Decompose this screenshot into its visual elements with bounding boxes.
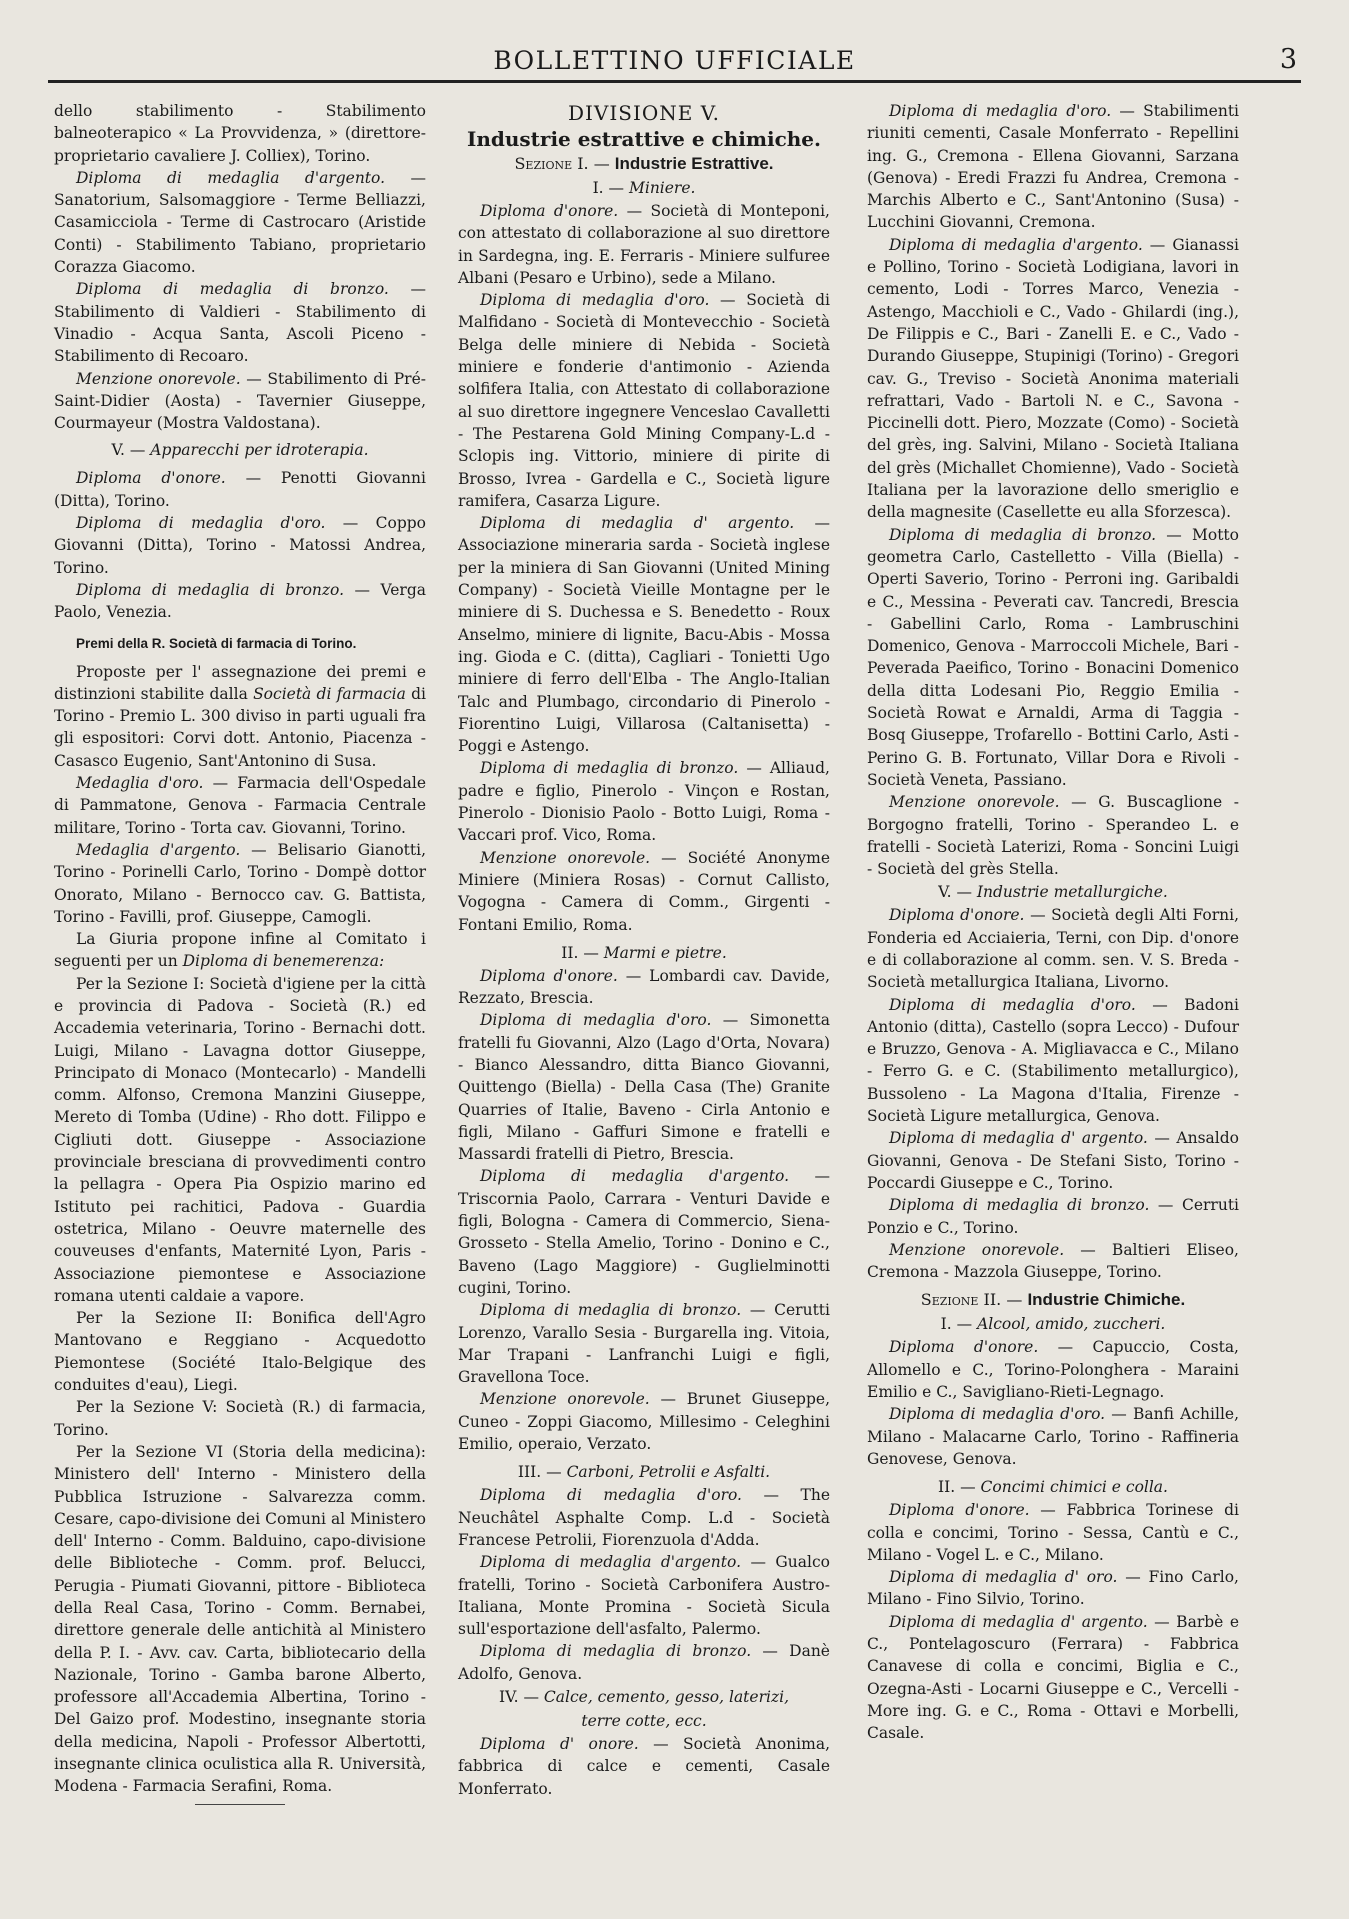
paragraph bbox=[458, 1165, 830, 1299]
award-text: — Triscornia Paolo, Carrara - Venturi Davide e figli, Bologna - Camera di Commercio, Siena-Grosseto - Stella Amelio, Torino - Donino e C., Baveno (Lago Maggiore) - Guglielminotti cugini, Torino. bbox=[458, 1167, 830, 1297]
award-text: — Stabilimenti riuniti cementi, Casale Monferrato - Repellini ing. G., Cremona - Ellena Giovanni, Sarzana (Genova) - Eredi Frazzi fu Andrea, Cremona - Marchis Alberto e C., Sant'Antonino (Susa) - Lucchini Giovanni, Cremona. bbox=[867, 102, 1240, 232]
paragraph bbox=[867, 1336, 1239, 1403]
paragraph: Per la Sezione II: Bonifica dell'Agro Mantovano e Reggiano - Acquedotto Piemontese (Société Italo-Belgique des conduites d'eau), Liegi. bbox=[54, 1309, 426, 1395]
paragraph-text: Proposte per l' assegnazione dei premi e distinzioni stabilite dalla bbox=[54, 662, 426, 703]
paragraph: Per la Sezione V: Società (R.) di farmacia, Torino. bbox=[54, 1398, 426, 1439]
award-text: — Associazione mineraria sarda - Società inglese per la miniera di San Giovanni (United Mining Company) - Società Vieille Montagne per le miniere di S. Duchessa e S. Benedetto - Roux Anselmo, miniere di lignite, Bacu-Abis - Mossa ing. Gioda e C. (ditta), Cagliari - Tonietti Ugo miniere di ferro dell'Elba - The Anglo-Italian Talc and Plumbago, circondario di Pinerolo - Fiorentino Luigi, Villarosa (Caltanisetta) - Poggi e Astengo. bbox=[458, 514, 830, 756]
award-label: Menzione onorevole. bbox=[480, 1390, 650, 1409]
paragraph bbox=[54, 928, 426, 973]
award-text: — Verga Paolo, Venezia. bbox=[54, 580, 426, 622]
subsection-heading-continued bbox=[458, 1709, 830, 1733]
paragraph bbox=[458, 847, 830, 936]
award-label: Medaglia d'oro. bbox=[76, 774, 204, 793]
subsection-title: Alcool, amido, zuccheri. bbox=[977, 1315, 1166, 1334]
subsection-number: I. — bbox=[592, 179, 625, 197]
paragraph bbox=[458, 1551, 830, 1640]
subsection-title: Concimi chimici e colla. bbox=[980, 1478, 1168, 1497]
award-label: Diploma di medaglia di bronzo. bbox=[76, 580, 345, 599]
award-label: Diploma d'onore. bbox=[480, 966, 618, 985]
award-text: — Stabilimento di Pré-Saint-Didier (Aosta) - Tavernier Giuseppe, Courmayeur (Mostra Valdostana). bbox=[54, 369, 426, 433]
paragraph bbox=[867, 1127, 1239, 1194]
paragraph bbox=[54, 839, 426, 928]
award-label: Diploma di medaglia d'argento. bbox=[76, 168, 386, 187]
award-label: Diploma di medaglia d'oro. bbox=[76, 514, 326, 533]
paragraph bbox=[867, 100, 1239, 234]
subsection-number: V. — bbox=[938, 883, 972, 902]
paragraph bbox=[867, 1499, 1239, 1566]
paragraph-text: La Giuria propone infine al Comitato i seguenti per un bbox=[54, 930, 426, 971]
award-label: Menzione onorevole. bbox=[889, 1240, 1065, 1259]
award-label: Diploma di medaglia d' oro. bbox=[889, 1568, 1118, 1587]
award-label: Diploma di medaglia di bronzo. bbox=[480, 1301, 742, 1320]
award-text: — Baltieri Eliseo, Cremona - Mazzola Giuseppe, Torino. bbox=[867, 1240, 1239, 1282]
subsection-title: terre cotte, ecc. bbox=[581, 1712, 707, 1730]
award-text: — Società di Malfidano - Società di Montevecchio - Società Belga delle miniere di Nebida - Società miniere e fonderie d'antimonio - Azienda solfifera Italia, con Attestato di collaborazione al suo direttore ingegnere Venceslao Cavalletti - The Pestarena Gold Mining Company-L.d - Sclopis ing. Vittorio, miniere di pirite di Brosso, Ivrea - Gardella e C., Società ligure ramifera, Casarza Ligure. bbox=[458, 291, 830, 510]
award-label: Diploma di medaglia di bronzo. bbox=[480, 759, 739, 778]
paragraph bbox=[458, 1484, 830, 1551]
award-text: — Società Anonima, fabbrica di calce e cementi, Casale Monferrato. bbox=[458, 1735, 830, 1798]
subsection-heading bbox=[867, 1312, 1239, 1336]
award-label: Diploma di medaglia di bronzo. bbox=[76, 280, 389, 299]
paragraph bbox=[54, 661, 426, 772]
award-text: — Badoni Antonio (ditta), Castello (sopra Lecco) - Dufour e Bruzzo, Genova - A. Migliavacca e C., Milano - Ferro G. e C. (Stabilimento metallurgico), Bussoleno - La Magona d'Italia, Firenze - Società Ligure metallurgica, Genova. bbox=[867, 995, 1239, 1126]
column-2 bbox=[458, 100, 830, 1800]
award-text: — Società di Monteponi, con attestato di collaborazione al suo direttore in Sardegna, ing. E. Ferraris - Miniere sulfuree Albani (Pesaro e Urbino), sede a Milano. bbox=[458, 202, 830, 287]
award-text: — Gualco fratelli, Torino - Società Carbonifera Austro-Italiana, Monte Promina - Società Sicula sull'esportazione dell'asfalto, Palermo. bbox=[458, 1553, 830, 1639]
award-text: — Coppo Giovanni (Ditta), Torino - Matossi Andrea, Torino. bbox=[54, 514, 426, 577]
award-label: Diploma di medaglia d'argento. bbox=[480, 1167, 790, 1186]
subsection-heading bbox=[867, 1475, 1239, 1499]
award-label: Diploma di medaglia d'oro. bbox=[889, 1405, 1106, 1424]
column-3 bbox=[867, 100, 1239, 1744]
paragraph bbox=[867, 1611, 1239, 1745]
division-title: DIVISIONE V. bbox=[567, 101, 721, 125]
award-text: — Penotti Giovanni (Ditta), Torino. bbox=[54, 469, 426, 510]
paragraph: dello stabilimento - Stabilimento balneoterapico « La Provvidenza, » (direttore-proprietario cavaliere J. Colliex), Torino. bbox=[54, 102, 426, 165]
section-heading: Premi della R. Società di farmacia di Torino. bbox=[76, 635, 357, 651]
subsection-heading bbox=[867, 880, 1239, 904]
subsection-title: Carboni, Petrolii e Asfalti. bbox=[566, 1463, 771, 1482]
award-text: — G. Buscaglione - Borgogno fratelli, Torino - Sperandeo L. e fratelli - Società Laterizi, Roma - Soncini Luigi - Società del grès Stella. bbox=[867, 793, 1239, 879]
section-label: Sezione I. — bbox=[514, 154, 610, 173]
paragraph bbox=[54, 467, 426, 512]
award-label: Diploma d' onore. bbox=[480, 1735, 639, 1753]
subsection-title: Industrie metallurgiche. bbox=[976, 883, 1168, 902]
section-title: Industrie Estrattive. bbox=[614, 154, 774, 173]
award-text: — The Neuchâtel Asphalte Comp. L.d - Società Francese Petrolii, Fiorenzuola d'Adda. bbox=[458, 1486, 831, 1549]
paragraph bbox=[458, 1640, 830, 1685]
award-label: Diploma di medaglia d'oro. bbox=[480, 291, 710, 310]
end-rule bbox=[195, 1804, 285, 1805]
award-label: Diploma di medaglia di bronzo. bbox=[889, 525, 1157, 544]
paragraph bbox=[458, 1299, 830, 1388]
award-label: Diploma di medaglia d' argento. bbox=[889, 1612, 1148, 1631]
division-subtitle: Industrie estrattive e chimiche. bbox=[466, 127, 821, 151]
paragraph bbox=[458, 965, 830, 1010]
award-label: Menzione onorevole. bbox=[480, 848, 651, 867]
award-text: — Motto geometra Carlo, Castelletto - Villa (Biella) - Operti Saverio, Torino - Perroni ing. Garibaldi e C., Messina - Peverati cav. Tancredi, Brescia - Gabellini Carlo, Roma - Lambruschini Domenico, Genova - Marroccoli Michele, Bari - Peverada Paeifico, Torino - Bonacini Domenico della ditta Lodesani Pio, Reggio Emilia - Società Rowat e Arnaldi, Arma di Taggia - Bosq Giuseppe, Trofarello - Bottini Carlo, Asti - Perino G. B. Fortunato, Villar Dora e Rivoli - Società Veneta, Passiano. bbox=[867, 525, 1239, 789]
award-text: — Società degli Alti Forni, Fonderia ed Acciaieria, Terni, con Dip. d'onore e di collaborazione al comm. sen. V. S. Breda - Società metallurgica Italiana, Livorno. bbox=[867, 906, 1239, 992]
paragraph bbox=[458, 1388, 830, 1455]
subsection-number: II. — bbox=[561, 943, 599, 962]
subsection-heading bbox=[458, 941, 830, 965]
paragraph: Per la Sezione I: Società d'igiene per la città e provincia di Padova - Società (R.) ed Accademia veterinaria, Torino - Bernachi dott. Luigi, Milano - Lavagna dottor Giuseppe, Principato di Monaco (Montecarlo) - Mandelli comm. Alfonso, Cremona Manzini Giuseppe, Mereto di Tomba (Udine) - Rho dott. Filippo e Cigliuti dott. Giuseppe - Associazione provinciale bresciana di provvedimenti contro la pellagra - Opera Pia Ospizio marino ed Istituto pei rachitici, Padova - Guardia ostetrica, Milano - Oeuvre maternelle des couveuses d'enfants, Maternité Lyon, Paris - Associazione piemontese e Associazione romana utenti caldaie a vapore. bbox=[54, 974, 426, 1305]
paragraph bbox=[54, 512, 426, 579]
paragraph bbox=[54, 167, 426, 278]
subsection-number: III. — bbox=[517, 1463, 562, 1482]
paragraph bbox=[867, 994, 1239, 1128]
award-label: Diploma di benemerenza: bbox=[182, 952, 385, 971]
award-label: Diploma di medaglia d'oro. bbox=[480, 1486, 742, 1505]
subsection-heading bbox=[458, 1460, 830, 1484]
paragraph bbox=[54, 368, 426, 435]
award-text: — Belisario Gianotti, Torino - Porinelli Carlo, Torino - Dompè dottor Onorato, Milano - Bernocco cav. G. Battista, Torino - Favilli, prof. Giuseppe, Camogli. bbox=[54, 840, 426, 926]
subsection-title: Marmi e pietre. bbox=[603, 943, 727, 962]
award-text: — Simonetta fratelli fu Giovanni, Alzo (Lago d'Orta, Novara) - Bianco Alessandro, ditta Bianco Giovanni, Quittengo (Biella) - Della Casa (The) Granite Quarries of Italie, Baveno - Cirla Antonio e figli, Milano - Gaffuri Simone e fratelli e Massardi fratelli di Pietro, Brescia. bbox=[458, 1011, 830, 1164]
award-text: — Sanatorium, Salsomaggiore - Terme Belliazzi, Casamicciola - Terme di Castrocaro (Aristide Conti) - Stabilimento Tabiano, proprietario Corazza Giacomo. bbox=[54, 168, 426, 277]
award-label: Diploma di medaglia d' argento. bbox=[480, 514, 795, 533]
page-header bbox=[48, 40, 1301, 80]
paragraph bbox=[867, 1194, 1239, 1239]
header-rule bbox=[48, 80, 1301, 83]
award-text: — Barbè e C., Pontelagoscuro (Ferrara) - Fabbrica Canavese di colla e concimi, Biglia e C., Ozegna-Asti - Locarni Giuseppe e C., Vercelli - More ing. G. e C., Roma - Ottavi e Morbelli, Casale. bbox=[867, 1612, 1239, 1743]
award-text: — Brunet Giuseppe, Cuneo - Zoppi Giacomo, Millesimo - Celeghini Emilio, operaio, Verzato. bbox=[458, 1390, 830, 1454]
award-text: — Fabbrica Torinese di colla e concimi, Torino - Sessa, Cantù e C., Milano - Vogel L. e C., Milano. bbox=[867, 1501, 1239, 1564]
award-text: — Société Anonyme Miniere (Miniera Rosas) - Cornut Callisto, Vogogna - Camera di Comm., Girgenti - Fontani Emilio, Roma. bbox=[458, 848, 830, 934]
paragraph-text: di Torino - Premio L. 300 diviso in parti uguali fra gli espositori: Corvi dott. Antonio, Piacenza - Casasco Eugenio, Sant'Antonino di Susa. bbox=[54, 684, 426, 770]
paragraph bbox=[867, 524, 1239, 792]
paragraph bbox=[867, 1239, 1239, 1284]
paragraph bbox=[458, 1733, 830, 1800]
award-label: Diploma di medaglia d'oro. bbox=[480, 1011, 712, 1030]
award-label: Diploma di medaglia di bronzo. bbox=[480, 1642, 752, 1661]
subsection-heading bbox=[458, 1685, 830, 1709]
award-label: Diploma d'onore. bbox=[889, 1338, 1039, 1357]
paragraph bbox=[458, 757, 830, 846]
award-label: Diploma di medaglia d'argento. bbox=[480, 1553, 742, 1572]
paragraph bbox=[54, 772, 426, 839]
subsection-number: II. — bbox=[938, 1478, 976, 1497]
section-heading bbox=[458, 152, 830, 176]
column-1 bbox=[54, 100, 426, 1805]
paragraph bbox=[458, 200, 830, 289]
page-number: 3 bbox=[1279, 44, 1297, 75]
award-text: — Danè Adolfo, Genova. bbox=[458, 1642, 830, 1683]
award-text: — Capuccio, Costa, Allomello e C., Torino-Polonghera - Maraini Emilio e C., Savigliano-Rieti-Legnago. bbox=[867, 1338, 1239, 1402]
award-text: — Stabilimento di Valdieri - Stabilimento di Vinadio - Acqua Santa, Ascoli Piceno - Stabilimento di Recoaro. bbox=[54, 280, 426, 366]
award-text: — Farmacia dell'Ospedale di Pammatone, Genova - Farmacia Centrale militare, Torino - Torta cav. Giovanni, Torino. bbox=[54, 774, 426, 837]
award-text: — Ansaldo Giovanni, Genova - De Stefani Sisto, Torino - Poccardi Giuseppe e C., Torino. bbox=[867, 1129, 1239, 1192]
section-label: Sezione II. — bbox=[920, 1290, 1023, 1310]
award-label: Diploma d'onore. bbox=[889, 1501, 1030, 1520]
award-label: Menzione onorevole. bbox=[76, 369, 241, 388]
paragraph: Per la Sezione VI (Storia della medicina): Ministero dell' Interno - Ministero della Pubblica Istruzione - Salvarezza comm. Cesare, capo-divisione dei Comuni al Ministero dell' Interno - Comm. Balduino, capo-divisione delle Biblioteche - Comm. prof. Belucci, Perugia - Piumati Giovanni, pittore - Biblioteca della Real Casa, Torino - Comm. Bernabei, direttore generale delle antichità al Ministero della P. I. - Avv. cav. Carta, bibliotecario della Nazionale, Torino - Gamba barone Alberto, professore all'Accademia Albertina, Torino - Del Gaizo prof. Modestino, insegnante storia della medicina, Napoli - Professor Albertotti, insegnante clinica oculistica alla R. Università, Modena - Farmacia Serafini, Roma. bbox=[54, 1442, 426, 1796]
award-label: Diploma di medaglia d'argento. bbox=[889, 235, 1143, 254]
section-title: Industrie Chimiche. bbox=[1027, 1290, 1186, 1310]
award-label: Menzione onorevole. bbox=[889, 793, 1060, 812]
paragraph bbox=[867, 1566, 1239, 1611]
publication-title: BOLLETTINO UFFICIALE bbox=[493, 46, 856, 75]
paragraph bbox=[54, 579, 426, 624]
subsection-heading bbox=[54, 438, 426, 462]
award-label: Diploma di medaglia d' argento. bbox=[889, 1129, 1148, 1148]
paragraph bbox=[867, 904, 1239, 993]
award-label: Diploma d'onore. bbox=[76, 469, 226, 488]
award-label: Diploma di medaglia d'oro. bbox=[889, 102, 1112, 120]
subsection-heading bbox=[458, 176, 830, 200]
award-label: Medaglia d'argento. bbox=[76, 840, 241, 859]
award-text: — Alliaud, padre e figlio, Pinerolo - Vinçon e Rostan, Pinerolo - Dionisio Paolo - Botto Luigi, Roma - Vaccari prof. Vico, Roma. bbox=[458, 759, 830, 845]
award-label: Diploma d'onore. bbox=[889, 906, 1025, 925]
paragraph bbox=[458, 1009, 830, 1165]
subsection-title: Apparecchi per idroterapia. bbox=[150, 441, 369, 460]
award-label: Diploma di medaglia di bronzo. bbox=[889, 1196, 1150, 1215]
section-heading bbox=[867, 1288, 1239, 1312]
award-label: Diploma d'onore. bbox=[480, 202, 619, 220]
award-text: — Cerutti Lorenzo, Varallo Sesia - Burgarella ing. Vitoia, Mar Trapani - Lanfranchi Luigi e figli, Gravellona Toce. bbox=[458, 1301, 830, 1387]
paragraph bbox=[867, 1403, 1239, 1470]
subsection-title: Miniere. bbox=[628, 179, 696, 197]
subsection-number: V. — bbox=[111, 441, 146, 460]
paragraph bbox=[458, 289, 830, 512]
award-text: — Gianassi e Pollino, Torino - Società Lodigiana, lavori in cemento, Lodi - Torres Marco, Venezia - Astengo, Macchioli e C., Vado - Ghilardi (ing.), De Filippis e C., Bari - Zanelli E. e C., Vado - Durando Giuseppe, Stupinigi (Torino) - Gregori cav. G., Treviso - Società Anonima materiali refrattari, Vado - Bartoli N. e C., Savona - Piccinelli dott. Piero, Mozzate (Como) - Società del grès, ing. Salvini, Milano - Società Italiana del grès (Michallet Chomienne), Vado - Società Italiana per la lavorazione dello smeriglio e della magnesite (Casellette eu alla Sforzesca). bbox=[867, 235, 1240, 522]
subsection-number: IV. — bbox=[499, 1688, 539, 1706]
society-name: Società di farmacia bbox=[253, 684, 406, 703]
award-text: — Cerruti Ponzio e C., Torino. bbox=[867, 1196, 1239, 1237]
award-text: — Banfi Achille, Milano - Malacarne Carlo, Torino - Raffineria Genovese, Genova. bbox=[867, 1405, 1239, 1468]
award-text: — Lombardi cav. Davide, Rezzato, Brescia. bbox=[458, 966, 830, 1008]
award-text: — Fino Carlo, Milano - Fino Silvio, Torino. bbox=[867, 1568, 1239, 1609]
award-label: Diploma di medaglia d'oro. bbox=[889, 995, 1136, 1014]
paragraph bbox=[54, 278, 426, 367]
paragraph bbox=[867, 234, 1239, 524]
paragraph bbox=[867, 791, 1239, 880]
paragraph bbox=[458, 512, 830, 757]
subsection-number: I. — bbox=[940, 1315, 973, 1334]
subsection-title: Calce, cemento, gesso, laterizi, bbox=[543, 1688, 789, 1706]
